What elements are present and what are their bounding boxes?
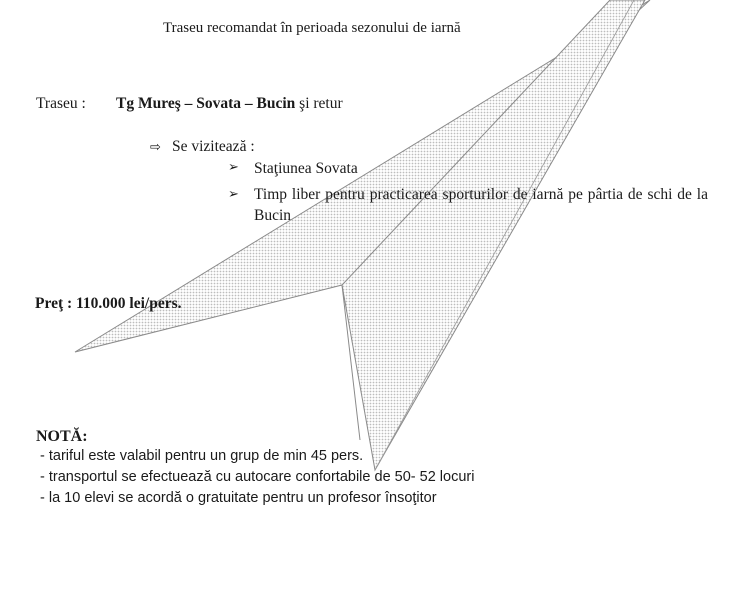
note-item: - transportul se efectuează cu autocare confortabile de 50- 52 locuri [40,469,475,485]
visit-label: Se vizitează : [172,138,255,155]
route-row [36,95,343,113]
route-value-suffix: şi retur [295,95,343,112]
visit-heading [150,138,255,156]
note-item: - la 10 elevi se acordă o gratuitate pentru un profesor însoţitor [40,490,437,506]
list-item-text: Timp liber pentru practicarea sporturilor de iarnă pe pârtia de schi de la Bucin [254,186,708,224]
bullet-arrowhead-icon: ➢ [228,187,239,202]
list-item [228,160,358,178]
list-item [228,184,708,226]
note-item: - tariful este valabil pentru un grup de min 45 pers. [40,448,364,464]
price-value: 110.000 lei/pers. [76,295,182,312]
list-item-text: Staţiunea Sovata [254,160,358,177]
page-title: Traseu recomandat în perioada sezonului de iarnă [163,20,461,36]
arrow-right-icon: ⇨ [150,140,161,155]
price-row [35,295,182,313]
price-label: Preţ : [35,295,73,312]
route-value: Tg Mureş – Sovata – Bucin [116,95,296,112]
note-heading: NOTĂ: [36,428,88,445]
route-label: Traseu : [36,95,86,112]
bullet-arrowhead-icon: ➢ [228,160,239,175]
